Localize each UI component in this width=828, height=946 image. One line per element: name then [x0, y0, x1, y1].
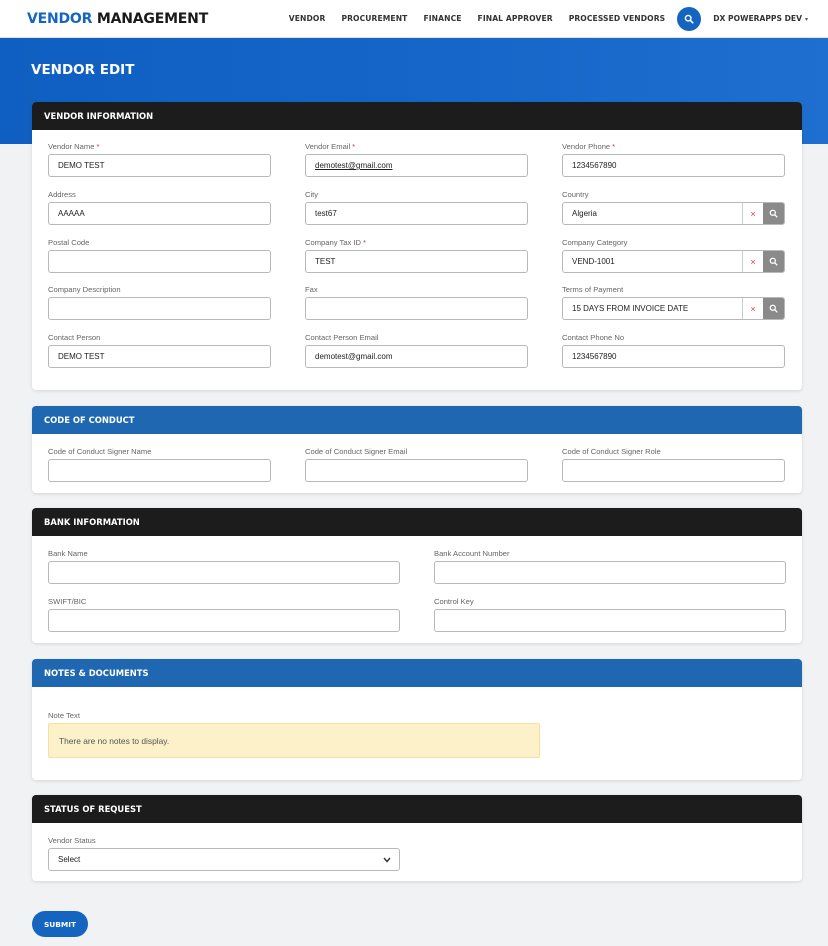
control-key-input[interactable]: [434, 609, 786, 632]
lookup-search-button[interactable]: [763, 251, 784, 272]
vendor-status-label: Vendor Status: [48, 836, 96, 845]
vendor-name-label: Vendor Name: [48, 142, 95, 151]
nav-links: [273, 7, 808, 31]
company-category-field: [562, 238, 785, 273]
vendor-phone-field: [562, 142, 785, 177]
notes-documents-header: NOTES & DOCUMENTS: [32, 659, 802, 687]
company-tax-id-input[interactable]: [305, 250, 528, 273]
nav-search-button[interactable]: [677, 7, 701, 31]
signer-name-field: [48, 447, 271, 482]
fax-field: [305, 285, 528, 320]
country-field: [562, 190, 785, 225]
search-icon: [769, 209, 778, 218]
terms-of-payment-label: Terms of Payment: [562, 285, 624, 294]
caret-down-icon: ▾: [804, 16, 808, 23]
nav-link-finance[interactable]: FINANCE: [423, 14, 462, 23]
signer-email-input[interactable]: [305, 459, 528, 482]
vendor-name-input[interactable]: [48, 154, 271, 177]
vendor-email-label: Vendor Email: [305, 142, 351, 151]
contact-phone-input[interactable]: [562, 345, 785, 368]
contact-person-field: [48, 333, 271, 368]
vendor-email-field: [305, 142, 528, 177]
vendor-name-value: DEMO TEST: [58, 161, 105, 170]
signer-email-label: Code of Conduct Signer Email: [305, 447, 408, 456]
clear-icon[interactable]: ×: [742, 251, 763, 272]
vendor-phone-label: Vendor Phone: [562, 142, 611, 151]
required-marker: *: [96, 142, 100, 151]
city-field: [305, 190, 528, 225]
vendor-email-value: demotest@gmail.com: [315, 161, 393, 170]
country-lookup[interactable]: [562, 202, 785, 225]
country-label: Country: [562, 190, 589, 199]
signer-name-input[interactable]: [48, 459, 271, 482]
terms-of-payment-value: 15 DAYS FROM INVOICE DATE: [572, 304, 689, 313]
search-icon: [684, 14, 694, 24]
contact-phone-value: 1234567890: [572, 352, 617, 361]
vendor-status-field: [48, 836, 400, 871]
address-field: [48, 190, 271, 225]
note-text-label: Note Text: [48, 711, 80, 720]
swift-bic-label: SWIFT/BIC: [48, 597, 87, 606]
status-of-request-header: STATUS OF REQUEST: [32, 795, 802, 823]
vendor-status-selected: Select: [58, 855, 81, 864]
contact-person-label: Contact Person: [48, 333, 101, 342]
signer-role-field: [562, 447, 785, 482]
submit-button[interactable]: SUBMIT: [32, 911, 88, 937]
company-category-label: Company Category: [562, 238, 628, 247]
brand-logo[interactable]: [27, 11, 208, 27]
page-title: VENDOR EDIT: [31, 62, 135, 78]
signer-email-field: [305, 447, 528, 482]
postal-code-input[interactable]: [48, 250, 271, 273]
bank-name-label: Bank Name: [48, 549, 88, 558]
bank-account-number-input[interactable]: [434, 561, 786, 584]
city-input[interactable]: [305, 202, 528, 225]
search-icon: [769, 304, 778, 313]
empty-notes-message: There are no notes to display.: [48, 723, 540, 758]
code-of-conduct-card: [32, 406, 802, 493]
contact-person-input[interactable]: [48, 345, 271, 368]
vendor-information-card: [32, 102, 802, 390]
contact-person-email-label: Contact Person Email: [305, 333, 379, 342]
bank-information-card: [32, 508, 802, 643]
chevron-down-icon: [383, 857, 391, 863]
company-description-field: [48, 285, 271, 320]
company-description-label: Company Description: [48, 285, 121, 294]
control-key-label: Control Key: [434, 597, 474, 606]
company-description-input[interactable]: [48, 297, 271, 320]
company-tax-id-field: [305, 238, 528, 273]
nav-link-procurement[interactable]: PROCUREMENT: [341, 14, 408, 23]
vendor-phone-input[interactable]: [562, 154, 785, 177]
address-value: AAAAA: [58, 209, 85, 218]
swift-bic-field: [48, 597, 400, 632]
company-tax-id-label: Company Tax ID: [305, 238, 361, 247]
vendor-email-input[interactable]: [305, 154, 528, 177]
contact-phone-label: Contact Phone No: [562, 333, 625, 342]
country-value: Algeria: [572, 209, 597, 218]
address-input[interactable]: [48, 202, 271, 225]
company-category-lookup[interactable]: [562, 250, 785, 273]
terms-of-payment-field: [562, 285, 785, 320]
vendor-information-header: VENDOR INFORMATION: [32, 102, 802, 130]
notes-documents-card: [32, 659, 802, 780]
brand-part-2: MANAGEMENT: [96, 10, 209, 27]
nav-link-vendor[interactable]: VENDOR: [288, 14, 326, 23]
nav-link-final-approver[interactable]: FINAL APPROVER: [477, 14, 553, 23]
fax-label: Fax: [305, 285, 318, 294]
clear-icon[interactable]: ×: [742, 298, 763, 319]
note-text-field: [48, 711, 248, 721]
contact-person-email-value: demotest@gmail.com: [315, 352, 393, 361]
contact-person-email-field: [305, 333, 528, 368]
nav-link-processed-vendors[interactable]: PROCESSED VENDORS: [568, 14, 666, 23]
city-value: test67: [315, 209, 337, 218]
contact-person-value: DEMO TEST: [58, 352, 105, 361]
address-label: Address: [48, 190, 76, 199]
bank-account-number-label: Bank Account Number: [434, 549, 510, 558]
company-tax-id-value: TEST: [315, 257, 336, 266]
lookup-search-button[interactable]: [763, 203, 784, 224]
top-navbar: [0, 0, 828, 38]
code-of-conduct-header: CODE OF CONDUCT: [32, 406, 802, 434]
control-key-field: [434, 597, 786, 632]
vendor-name-field: [48, 142, 271, 177]
postal-code-label: Postal Code: [48, 238, 90, 247]
swift-bic-input[interactable]: [48, 609, 400, 632]
status-of-request-card: [32, 795, 802, 881]
fax-input[interactable]: [305, 297, 528, 320]
signer-role-input[interactable]: [562, 459, 785, 482]
contact-person-email-input[interactable]: [305, 345, 528, 368]
bank-name-input[interactable]: [48, 561, 400, 584]
brand-part-1: VENDOR: [27, 10, 93, 27]
bank-account-number-field: [434, 549, 786, 584]
user-menu[interactable]: [713, 14, 808, 23]
bank-name-field: [48, 549, 400, 584]
required-marker: *: [363, 238, 366, 247]
required-marker: *: [612, 142, 616, 151]
terms-of-payment-lookup[interactable]: [562, 297, 785, 320]
contact-phone-field: [562, 333, 785, 368]
clear-icon[interactable]: ×: [742, 203, 763, 224]
company-category-value: VEND-1001: [572, 257, 615, 266]
vendor-status-select[interactable]: [48, 848, 400, 871]
postal-code-field: [48, 238, 271, 273]
vendor-phone-value: 1234567890: [572, 161, 617, 170]
lookup-search-button[interactable]: [763, 298, 784, 319]
signer-name-label: Code of Conduct Signer Name: [48, 447, 152, 456]
user-name: DX POWERAPPS DEV: [713, 14, 802, 23]
search-icon: [769, 257, 778, 266]
required-marker: *: [352, 142, 356, 151]
signer-role-label: Code of Conduct Signer Role: [562, 447, 661, 456]
city-label: City: [305, 190, 319, 199]
bank-information-header: BANK INFORMATION: [32, 508, 802, 536]
